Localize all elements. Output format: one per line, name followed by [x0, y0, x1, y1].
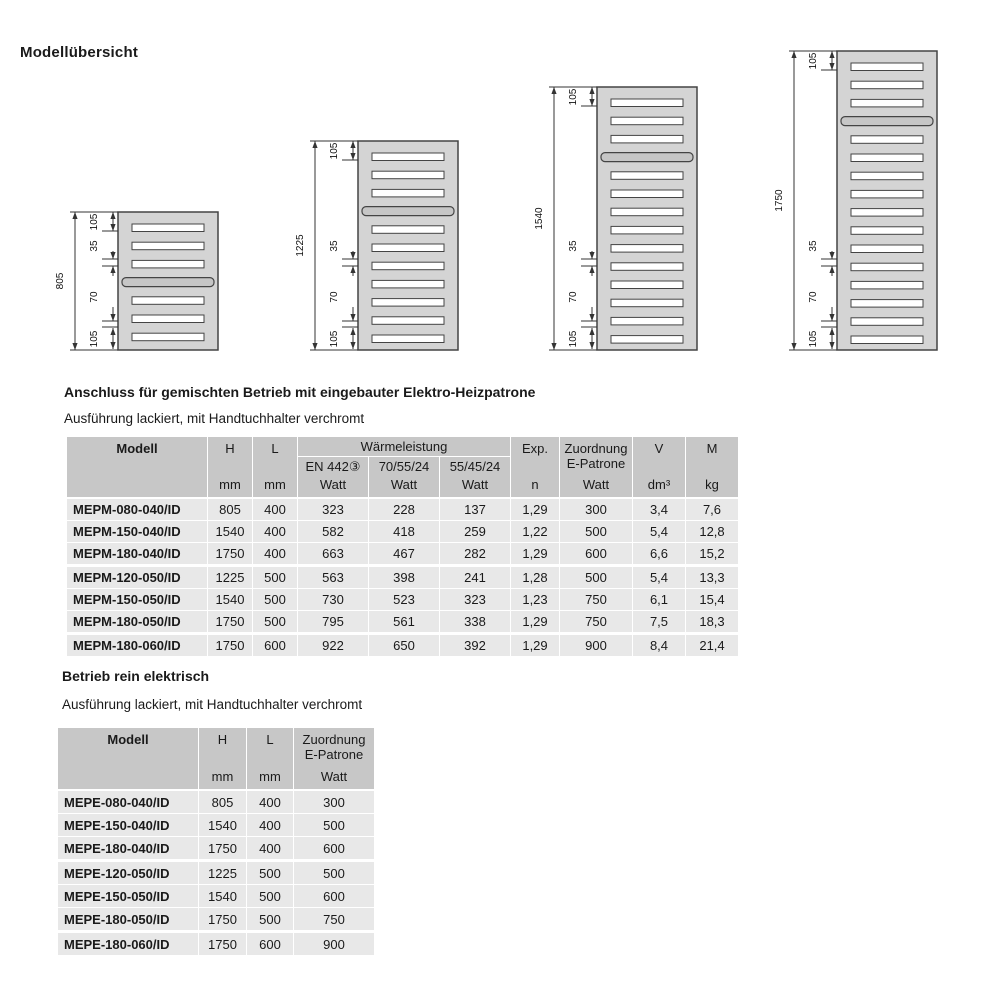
table-row — [58, 837, 374, 859]
cell-value: 15,2 — [686, 543, 738, 564]
cell-model: MEPM-120-050/ID — [67, 567, 207, 588]
cell-value: 323 — [298, 499, 368, 520]
dim-label-105-top: 105 — [808, 52, 819, 70]
radiator-slot — [372, 244, 444, 252]
col-unit: Watt — [390, 477, 418, 492]
radiator-slot — [372, 226, 444, 234]
col-label: 55/45/24 — [449, 459, 501, 474]
table-row — [58, 933, 374, 955]
cell-value: 1750 — [208, 635, 252, 656]
radiator-slot — [611, 99, 683, 107]
arrowhead — [110, 266, 115, 273]
radiator-body — [597, 87, 697, 350]
col-header-705524 — [369, 457, 439, 497]
cell-model: MEPE-180-040/ID — [58, 837, 198, 859]
table-header — [67, 437, 738, 497]
cell-value: 900 — [294, 933, 374, 955]
cell-value: 15,4 — [686, 589, 738, 610]
cell-value: 1540 — [208, 589, 252, 610]
arrowhead — [110, 252, 115, 259]
section-electric-subheading: Ausführung lackiert, mit Handtuchhalter verchromt — [62, 697, 363, 712]
radiator-slot — [132, 333, 204, 341]
cell-value: 663 — [298, 543, 368, 564]
radiator-slot — [851, 172, 923, 180]
section-mixed-heading: Anschluss für gemischten Betrieb mit eingebauter Elektro-Heizpatrone — [64, 384, 536, 400]
dim-label-105-bottom: 105 — [329, 330, 340, 348]
dim-label-105-top: 105 — [89, 213, 100, 231]
radiator-slot — [851, 263, 923, 271]
dim-label-35: 35 — [329, 240, 340, 252]
table-row — [67, 589, 738, 610]
table-body — [67, 499, 738, 656]
arrowhead — [829, 314, 834, 321]
radiator-slot — [851, 209, 923, 217]
radiator-slot — [851, 336, 923, 344]
radiator-slot — [851, 190, 923, 198]
col-header-modell — [58, 728, 198, 789]
cell-value: 137 — [440, 499, 510, 520]
arrowhead — [312, 141, 317, 148]
cell-value: 3,4 — [633, 499, 685, 520]
electric-operation-table — [58, 728, 374, 956]
col-label: EN 442③ — [305, 459, 361, 474]
cell-value: 500 — [247, 885, 293, 907]
cell-value: 500 — [247, 862, 293, 884]
radiator-slot — [372, 171, 444, 179]
cell-value: 228 — [369, 499, 439, 520]
arrowhead — [350, 266, 355, 273]
arrowhead — [829, 63, 834, 70]
radiator-slot — [851, 136, 923, 144]
radiator-diagram-805 — [55, 212, 218, 350]
arrowhead — [350, 328, 355, 335]
cell-value: 1750 — [208, 611, 252, 632]
arrowhead — [589, 328, 594, 335]
dim-label-70: 70 — [808, 291, 819, 303]
cell-value: 650 — [369, 635, 439, 656]
cell-value: 500 — [560, 567, 632, 588]
radiator-slot — [851, 154, 923, 162]
cell-value: 338 — [440, 611, 510, 632]
col-header-zuordnung — [294, 728, 374, 789]
dim-label-105-bottom: 105 — [89, 330, 100, 348]
cell-value: 1750 — [208, 543, 252, 564]
arrowhead — [829, 342, 834, 349]
arrowhead — [312, 343, 317, 350]
radiator-slot — [372, 335, 444, 343]
dim-label-70: 70 — [329, 291, 340, 303]
cell-value: 400 — [247, 791, 293, 813]
col-label: V — [654, 441, 664, 456]
col-unit: mm — [211, 769, 234, 784]
radiator-slot — [132, 260, 204, 268]
cell-value: 21,4 — [686, 635, 738, 656]
mixed-operation-table — [67, 437, 738, 657]
towel-bar — [362, 207, 454, 216]
table-row — [58, 791, 374, 813]
radiator-slot — [851, 227, 923, 235]
table-row — [67, 521, 738, 542]
cell-value: 600 — [253, 635, 297, 656]
radiator-slot — [372, 299, 444, 307]
col-unit: Watt — [320, 769, 348, 784]
cell-value: 7,6 — [686, 499, 738, 520]
radiator-slot — [611, 263, 683, 271]
dim-label-35: 35 — [808, 240, 819, 252]
col-header-l — [253, 437, 297, 497]
col-header-exp — [511, 437, 559, 497]
table-body — [58, 791, 374, 955]
cell-value: 400 — [247, 837, 293, 859]
col-label: L — [271, 441, 279, 456]
cell-value: 1,29 — [511, 635, 559, 656]
col-header-zuordnung — [560, 437, 632, 497]
cell-value: 561 — [369, 611, 439, 632]
col-unit: dm³ — [647, 477, 671, 492]
cell-value: 282 — [440, 543, 510, 564]
table-row — [58, 814, 374, 836]
col-label: H — [225, 441, 235, 456]
cell-value: 600 — [294, 837, 374, 859]
col-unit: mm — [219, 477, 241, 492]
col-header-waermeleistung-group — [298, 437, 510, 497]
col-label: Zuordnung — [302, 732, 366, 747]
radiator-slot — [851, 99, 923, 107]
cell-value: 13,3 — [686, 567, 738, 588]
col-unit: mm — [259, 769, 281, 784]
cell-value: 582 — [298, 521, 368, 542]
cell-value: 7,5 — [633, 611, 685, 632]
cell-model: MEPE-080-040/ID — [58, 791, 198, 813]
cell-value: 795 — [298, 611, 368, 632]
arrowhead — [829, 266, 834, 273]
cell-value: 500 — [247, 908, 293, 930]
col-header-l — [247, 728, 293, 789]
dim-label-35: 35 — [89, 240, 100, 252]
arrowhead — [350, 342, 355, 349]
cell-model: MEPE-180-060/ID — [58, 933, 198, 955]
table-row — [67, 499, 738, 520]
arrowhead — [589, 314, 594, 321]
cell-value: 500 — [560, 521, 632, 542]
cell-value: 5,4 — [633, 521, 685, 542]
radiator-diagram-1540 — [534, 87, 697, 350]
cell-value: 922 — [298, 635, 368, 656]
arrowhead — [589, 99, 594, 106]
arrowhead — [72, 343, 77, 350]
radiator-slot — [851, 300, 923, 308]
table-row — [58, 862, 374, 884]
cell-value: 1540 — [208, 521, 252, 542]
radiator-slot — [372, 262, 444, 270]
col-header-m — [686, 437, 738, 497]
cell-value: 730 — [298, 589, 368, 610]
col-header-554524 — [440, 457, 510, 497]
cell-model: MEPM-150-040/ID — [67, 521, 207, 542]
cell-value: 563 — [298, 567, 368, 588]
cell-model: MEPM-080-040/ID — [67, 499, 207, 520]
radiator-slot — [851, 81, 923, 89]
total-height-label: 1540 — [534, 207, 545, 230]
radiator-slot — [372, 153, 444, 161]
cell-value: 300 — [294, 791, 374, 813]
cell-value: 418 — [369, 521, 439, 542]
arrowhead — [791, 51, 796, 58]
col-label: Zuordnung — [564, 441, 628, 456]
radiator-slot — [851, 63, 923, 71]
cell-value: 241 — [440, 567, 510, 588]
page-title: Modellübersicht — [20, 44, 139, 61]
cell-model: MEPE-150-050/ID — [58, 885, 198, 907]
table-row — [67, 567, 738, 588]
radiator-slot — [372, 189, 444, 197]
arrowhead — [829, 51, 834, 58]
cell-value: 500 — [253, 567, 297, 588]
col-label: Modell — [107, 732, 149, 747]
cell-value: 500 — [294, 814, 374, 836]
arrowhead — [350, 314, 355, 321]
radiator-slot — [611, 208, 683, 216]
cell-value: 600 — [247, 933, 293, 955]
radiator-slot — [851, 245, 923, 253]
cell-value: 8,4 — [633, 635, 685, 656]
radiator-slot — [611, 245, 683, 253]
radiator-slot — [611, 135, 683, 143]
arrowhead — [551, 87, 556, 94]
radiator-slot — [611, 281, 683, 289]
radiator-slot — [851, 281, 923, 289]
dim-label-105-top: 105 — [568, 88, 579, 106]
radiator-slot — [611, 190, 683, 198]
cell-value: 467 — [369, 543, 439, 564]
col-label: L — [266, 732, 274, 747]
cell-value: 1750 — [199, 908, 246, 930]
col-unit: Watt — [582, 477, 610, 492]
section-electric-heading: Betrieb rein elektrisch — [62, 668, 210, 684]
radiator-diagram-1750 — [774, 51, 937, 350]
cell-value: 805 — [199, 791, 246, 813]
radiator-slot — [611, 299, 683, 307]
arrowhead — [110, 342, 115, 349]
cell-value: 400 — [253, 521, 297, 542]
col-label: Exp. — [521, 441, 548, 456]
col-header-h — [208, 437, 252, 497]
cell-value: 5,4 — [633, 567, 685, 588]
col-label: M — [706, 441, 718, 456]
radiator-slot — [611, 172, 683, 180]
cell-value: 323 — [440, 589, 510, 610]
cell-value: 1540 — [199, 885, 246, 907]
radiator-slot — [611, 336, 683, 344]
arrowhead — [72, 212, 77, 219]
radiator-slot — [851, 318, 923, 326]
cell-value: 750 — [294, 908, 374, 930]
cell-value: 1750 — [199, 837, 246, 859]
table-row — [58, 885, 374, 907]
cell-value: 1540 — [199, 814, 246, 836]
cell-value: 523 — [369, 589, 439, 610]
radiator-slot — [372, 317, 444, 325]
cell-value: 400 — [247, 814, 293, 836]
cell-value: 400 — [253, 499, 297, 520]
cell-model: MEPE-150-040/ID — [58, 814, 198, 836]
section-mixed-subheading: Ausführung lackiert, mit Handtuchhalter verchromt — [64, 411, 365, 426]
arrowhead — [110, 314, 115, 321]
arrowhead — [551, 343, 556, 350]
table-row — [67, 635, 738, 656]
cell-value: 900 — [560, 635, 632, 656]
arrowhead — [829, 328, 834, 335]
cell-value: 400 — [253, 543, 297, 564]
cell-value: 750 — [560, 589, 632, 610]
cell-value: 600 — [294, 885, 374, 907]
arrowhead — [589, 252, 594, 259]
col-unit: mm — [264, 477, 286, 492]
radiator-slot — [611, 317, 683, 325]
col-header-v — [633, 437, 685, 497]
table-row — [67, 611, 738, 632]
col-header-h — [199, 728, 246, 789]
cell-value: 6,6 — [633, 543, 685, 564]
col-label-2: E-Patrone — [566, 456, 626, 471]
dim-label-105-bottom: 105 — [808, 330, 819, 348]
cell-model: MEPM-180-060/ID — [67, 635, 207, 656]
cell-value: 1,29 — [511, 543, 559, 564]
model-overview-diagrams — [0, 0, 984, 375]
table-header — [58, 728, 374, 789]
cell-model: MEPE-180-050/ID — [58, 908, 198, 930]
arrowhead — [791, 343, 796, 350]
col-header-en442 — [298, 457, 368, 497]
radiator-slot — [611, 117, 683, 125]
cell-value: 1,29 — [511, 611, 559, 632]
cell-value: 500 — [253, 611, 297, 632]
col-header-modell — [67, 437, 207, 497]
cell-value: 6,1 — [633, 589, 685, 610]
arrowhead — [829, 252, 834, 259]
arrowhead — [350, 141, 355, 148]
arrowhead — [110, 212, 115, 219]
col-unit: Watt — [319, 477, 347, 492]
cell-value: 750 — [560, 611, 632, 632]
arrowhead — [110, 224, 115, 231]
cell-value: 1,23 — [511, 589, 559, 610]
col-unit: kg — [705, 477, 719, 492]
cell-value: 805 — [208, 499, 252, 520]
arrowhead — [350, 153, 355, 160]
radiator-slot — [611, 226, 683, 234]
cell-value: 1,28 — [511, 567, 559, 588]
table-row — [67, 543, 738, 564]
col-label: H — [217, 732, 228, 747]
cell-value: 1,29 — [511, 499, 559, 520]
radiator-slot — [132, 242, 204, 250]
cell-value: 1,22 — [511, 521, 559, 542]
cell-value: 300 — [560, 499, 632, 520]
cell-value: 259 — [440, 521, 510, 542]
cell-value: 398 — [369, 567, 439, 588]
radiator-slot — [372, 280, 444, 288]
group-label: Wärmeleistung — [298, 437, 510, 456]
radiator-slot — [132, 315, 204, 323]
radiator-slot — [132, 224, 204, 232]
radiator-slot — [132, 297, 204, 305]
towel-bar — [122, 278, 214, 287]
dim-label-105-bottom: 105 — [568, 330, 579, 348]
dim-label-70: 70 — [568, 291, 579, 303]
cell-model: MEPM-180-050/ID — [67, 611, 207, 632]
total-height-label: 1225 — [295, 234, 306, 257]
cell-value: 1750 — [199, 933, 246, 955]
table-row — [58, 908, 374, 930]
cell-model: MEPM-180-040/ID — [67, 543, 207, 564]
cell-value: 18,3 — [686, 611, 738, 632]
dim-label-35: 35 — [568, 240, 579, 252]
arrowhead — [350, 252, 355, 259]
cell-value: 1225 — [208, 567, 252, 588]
cell-value: 500 — [253, 589, 297, 610]
arrowhead — [589, 342, 594, 349]
cell-value: 1225 — [199, 862, 246, 884]
cell-value: 500 — [294, 862, 374, 884]
cell-model: MEPE-120-050/ID — [58, 862, 198, 884]
cell-value: 392 — [440, 635, 510, 656]
total-height-label: 1750 — [774, 189, 785, 212]
arrowhead — [589, 87, 594, 94]
radiator-diagram-1225 — [295, 141, 458, 350]
col-unit: n — [531, 477, 539, 492]
towel-bar — [601, 153, 693, 162]
arrowhead — [589, 266, 594, 273]
total-height-label: 805 — [55, 272, 66, 290]
col-label: Modell — [116, 441, 158, 456]
cell-value: 600 — [560, 543, 632, 564]
dim-label-105-top: 105 — [329, 142, 340, 160]
cell-model: MEPM-150-050/ID — [67, 589, 207, 610]
cell-value: 12,8 — [686, 521, 738, 542]
dim-label-70: 70 — [89, 291, 100, 303]
col-label: 70/55/24 — [378, 459, 430, 474]
towel-bar — [841, 117, 933, 126]
arrowhead — [110, 328, 115, 335]
col-label-2: E-Patrone — [304, 747, 364, 762]
col-unit: Watt — [461, 477, 489, 492]
